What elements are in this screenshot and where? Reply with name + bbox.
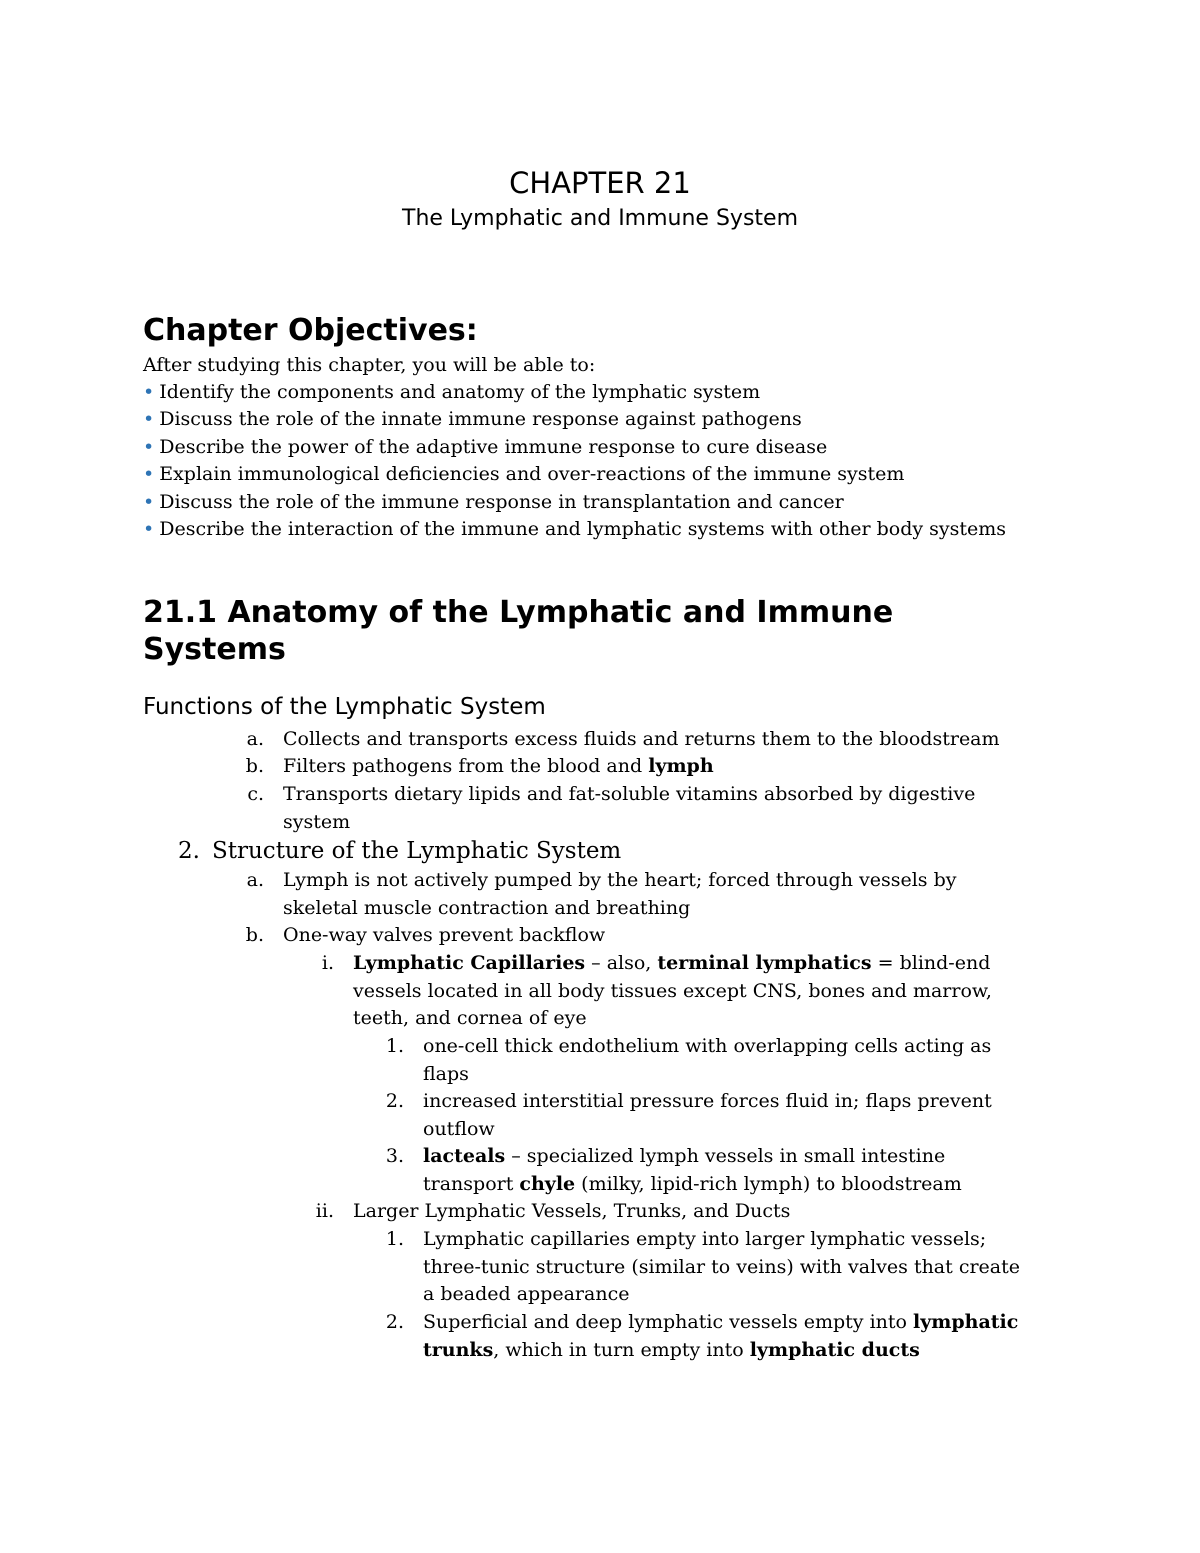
objective-item: • Describe the interaction of the immune and lymphatic systems with other body systems	[143, 518, 1007, 540]
structure-heading: Structure of the Lymphatic System	[212, 838, 622, 864]
objective-item: • Explain immunological deficiencies and over-reactions of the immune system	[143, 463, 905, 485]
bullet-icon: •	[143, 436, 155, 458]
section-heading: 21.1 Anatomy of the Lymphatic and Immune Systems	[143, 595, 894, 667]
list-item: increased interstitial pressure forces fluid in; flaps prevent outflow	[423, 1090, 992, 1140]
list-item: one-cell thick endothelium with overlapping cells acting as flaps	[423, 1035, 992, 1085]
list-item: Superficial and deep lymphatic vessels empty into lymphatic trunks, which in turn empty into lymphatic ducts	[423, 1311, 1019, 1361]
bullet-icon: •	[143, 518, 155, 540]
list-item: One-way valves prevent backflow	[283, 924, 606, 946]
bullet-icon: •	[143, 381, 155, 403]
objective-item: • Discuss the role of the immune response in transplantation and cancer	[143, 491, 844, 513]
list-marker: b.	[245, 924, 264, 946]
list-marker: 1.	[385, 1228, 404, 1250]
list-marker: 2.	[385, 1311, 404, 1333]
list-marker: 2.	[178, 838, 200, 864]
objectives-heading: Chapter Objectives:	[143, 313, 478, 348]
list-item: Filters pathogens from the blood and lymph	[283, 755, 714, 777]
list-marker: ii.	[315, 1200, 334, 1222]
list-marker: i.	[321, 952, 334, 974]
list-marker: 2.	[385, 1090, 404, 1112]
objective-item: • Identify the components and anatomy of the lymphatic system	[143, 381, 761, 403]
list-marker: 1.	[385, 1035, 404, 1057]
functions-heading: Functions of the Lymphatic System	[143, 694, 546, 720]
bullet-icon: •	[143, 408, 155, 430]
chapter-number: CHAPTER 21	[509, 166, 691, 200]
list-item: lacteals – specialized lymph vessels in small intestine transport chyle (milky, lipid-rich lymph) to bloodstream	[423, 1145, 962, 1195]
list-item: Lymphatic capillaries empty into larger lymphatic vessels; three-tunic structure (similar to veins) with valves that create a beaded appearance	[423, 1228, 1020, 1305]
objective-item: • Describe the power of the adaptive immune response to cure disease	[143, 436, 828, 458]
list-marker: 3.	[385, 1145, 404, 1167]
objectives-intro: After studying this chapter, you will be able to:	[143, 354, 596, 376]
list-item: Transports dietary lipids and fat-soluble vitamins absorbed by digestive system	[283, 783, 976, 833]
list-marker: a.	[246, 728, 264, 750]
bullet-icon: •	[143, 463, 155, 485]
list-item: Collects and transports excess fluids and returns them to the bloodstream	[283, 728, 1000, 750]
list-item: Lymphatic Capillaries – also, terminal lymphatics = blind-end vessels located in all body tissues except CNS, bones and marrow, teeth, and cornea of eye	[353, 952, 992, 1029]
objective-item: • Discuss the role of the innate immune response against pathogens	[143, 408, 802, 430]
list-marker: a.	[246, 869, 264, 891]
chapter-subtitle: The Lymphatic and Immune System	[402, 206, 798, 231]
list-marker: b.	[245, 755, 264, 777]
bullet-icon: •	[143, 491, 155, 513]
list-item: Larger Lymphatic Vessels, Trunks, and Ducts	[353, 1200, 791, 1222]
list-item: Lymph is not actively pumped by the heart; forced through vessels by skeletal muscle contraction and breathing	[283, 869, 957, 919]
list-marker: c.	[247, 783, 264, 805]
